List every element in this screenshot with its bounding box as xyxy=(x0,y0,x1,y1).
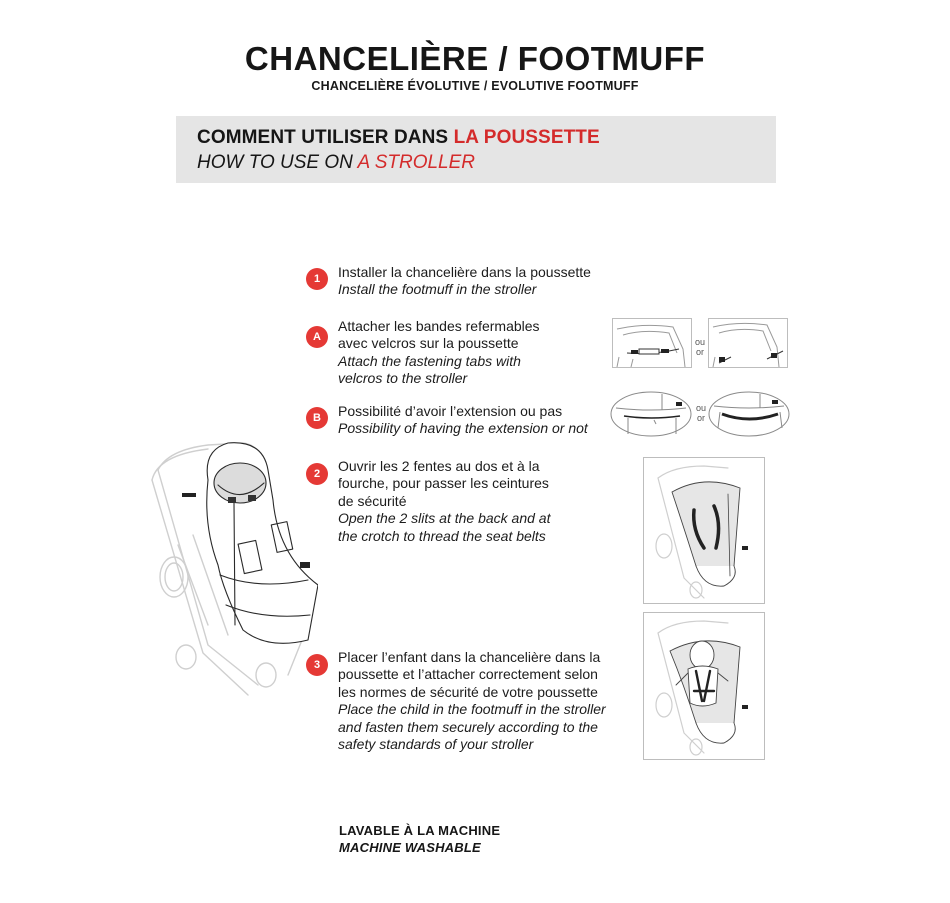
machine-washable-fr: LAVABLE À LA MACHINE xyxy=(339,823,501,838)
page-subtitle: CHANCELIÈRE ÉVOLUTIVE / EVOLUTIVE FOOTMUFF xyxy=(311,79,639,93)
step-text-en: Install the footmuff in the stroller xyxy=(338,281,537,298)
step-text-fr: les normes de sécurité de votre poussette xyxy=(338,683,598,700)
machine-washable-en: MACHINE WASHABLE xyxy=(339,840,481,855)
step-text-en: Open the 2 slits at the back and at xyxy=(338,510,551,527)
step-text-en: the crotch to thread the seat belts xyxy=(338,527,546,544)
child-in-footmuff-illustration xyxy=(643,612,765,760)
open-slits-illustration xyxy=(643,457,765,604)
step-text-fr: Attacher les bandes refermables xyxy=(338,318,540,334)
step-text xyxy=(338,649,606,753)
banner-fr-prefix: COMMENT UTILISER DANS xyxy=(197,127,454,148)
fastening-tabs-option-2-illustration xyxy=(708,318,788,368)
step-badge: 2 xyxy=(306,463,328,485)
step-badge: 1 xyxy=(306,268,328,290)
step-text-fr: de sécurité xyxy=(338,492,407,509)
step-text-fr: Installer la chancelière dans la poussette xyxy=(338,264,591,280)
banner-fr-highlight: LA POUSSETTE xyxy=(453,127,600,148)
step-text-en: and fasten them securely according to the xyxy=(338,718,598,735)
step-text xyxy=(338,264,591,299)
step-badge: A xyxy=(306,326,328,348)
step-text xyxy=(338,318,540,388)
step-text xyxy=(338,458,550,545)
ou-or-label-a xyxy=(693,337,707,357)
ou-label: ou xyxy=(694,337,705,347)
step-text-fr: avec velcros sur la poussette xyxy=(338,335,519,352)
extension-closed-illustration xyxy=(610,390,692,438)
page-title: CHANCELIÈRE / FOOTMUFF xyxy=(244,40,706,77)
banner-heading-fr xyxy=(197,127,600,149)
step-text-en: Place the child in the footmuff in the stroller xyxy=(338,701,606,718)
extension-open-illustration xyxy=(708,390,790,438)
step-text xyxy=(338,403,588,438)
banner-heading-en xyxy=(197,152,475,174)
or-label: or xyxy=(696,413,705,423)
banner-en-highlight: A STROLLER xyxy=(357,152,476,173)
step-text-en: velcros to the stroller xyxy=(338,370,468,387)
banner-en-prefix: HOW TO USE ON xyxy=(197,152,358,173)
step-text-fr: poussette et l’attacher correctement selon xyxy=(338,666,598,683)
step-text-en: Attach the fastening tabs with xyxy=(338,352,521,369)
step-text-fr: Possibilité d’avoir l’extension ou pas xyxy=(338,403,563,419)
step-text-en: Possibility of having the extension or not xyxy=(338,420,588,437)
ou-or-label-b xyxy=(694,403,708,423)
step-text-fr: Ouvrir les 2 fentes au dos et à la xyxy=(338,458,540,474)
stroller-with-footmuff-illustration xyxy=(148,425,318,700)
step-text-fr: Placer l’enfant dans la chancelière dans la xyxy=(338,649,601,665)
fastening-tabs-option-1-illustration xyxy=(612,318,692,368)
ou-label: ou xyxy=(695,403,706,413)
step-text-en: safety standards of your stroller xyxy=(338,736,534,753)
instructions-banner xyxy=(176,116,776,183)
step-badge: B xyxy=(306,407,328,429)
step-badge: 3 xyxy=(306,654,328,676)
or-label: or xyxy=(695,347,704,357)
step-text-fr: fourche, pour passer les ceintures xyxy=(338,475,549,492)
